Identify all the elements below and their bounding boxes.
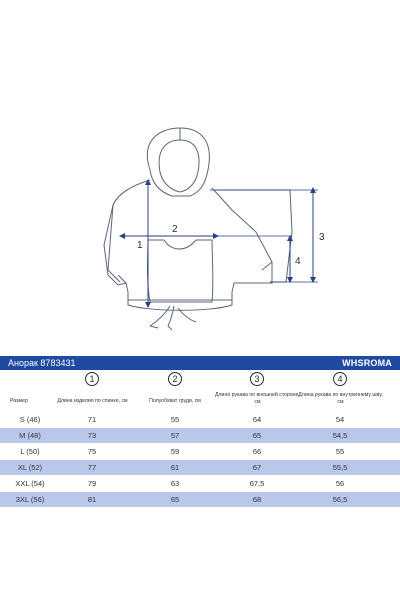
column-number-4: 4 — [333, 372, 347, 386]
cell-half-chest: 59 — [170, 447, 180, 456]
cell-sleeve-inner: 55,5 — [332, 463, 348, 472]
cell-half-chest: 57 — [170, 431, 180, 440]
cell-half-chest: 61 — [170, 463, 180, 472]
hood-outline — [147, 128, 209, 196]
cell-back-length: 81 — [87, 495, 97, 504]
brand-name: WHSROMA — [342, 358, 392, 368]
cell-size: L (50) — [20, 447, 40, 456]
cell-sleeve-inner: 55 — [335, 447, 345, 456]
cell-half-chest: 63 — [170, 479, 180, 488]
measure-1-label: 1 — [137, 240, 143, 251]
column-number-2: 2 — [168, 372, 182, 386]
measure-2-label: 2 — [172, 224, 178, 235]
cell-sleeve-outer: 65 — [252, 431, 262, 440]
header-sleeve-inner: Длина рукава по внутреннему шву, см — [298, 392, 383, 405]
drawcord — [150, 306, 196, 326]
cell-size: XXL (54) — [15, 479, 45, 488]
column-number-1: 1 — [85, 372, 99, 386]
table-row — [0, 476, 400, 491]
cell-size: M (48) — [19, 431, 41, 440]
cell-sleeve-inner: 56,5 — [332, 495, 348, 504]
cell-sleeve-outer: 68 — [252, 495, 262, 504]
cell-back-length: 71 — [87, 415, 97, 424]
header-size: Размер — [10, 398, 28, 404]
cell-back-length: 77 — [87, 463, 97, 472]
cell-sleeve-outer: 66 — [252, 447, 262, 456]
cell-sleeve-inner: 54 — [335, 415, 345, 424]
table-row — [0, 444, 400, 459]
product-title: Анорак 8783431 — [8, 358, 76, 368]
kangaroo-pocket — [148, 240, 213, 302]
cell-half-chest: 55 — [170, 415, 180, 424]
header-half-chest: Полуобхват груди, см — [149, 398, 201, 404]
table-row — [0, 412, 400, 427]
header-back-length: Длина изделия по спинке, см — [57, 398, 128, 404]
cell-back-length: 73 — [87, 431, 97, 440]
table-row — [0, 492, 400, 507]
product-banner — [0, 356, 400, 370]
hood-inner — [159, 140, 199, 192]
cell-sleeve-outer: 67 — [252, 463, 262, 472]
body-outline — [104, 180, 272, 310]
cell-sleeve-outer: 64 — [252, 415, 262, 424]
cell-size: S (46) — [19, 415, 41, 424]
measure-3-label: 3 — [319, 232, 325, 243]
table-row — [0, 428, 400, 443]
column-number-3: 3 — [250, 372, 264, 386]
measure-4-label: 4 — [295, 256, 301, 267]
cell-sleeve-outer: 67,5 — [249, 479, 265, 488]
header-sleeve-outer: Длина рукава по внешней стороне, см — [215, 392, 300, 405]
cell-back-length: 75 — [87, 447, 97, 456]
cell-half-chest: 65 — [170, 495, 180, 504]
cell-size: 3XL (56) — [15, 495, 45, 504]
cell-sleeve-inner: 56 — [335, 479, 345, 488]
cell-back-length: 79 — [87, 479, 97, 488]
table-row — [0, 460, 400, 475]
cell-size: XL (52) — [17, 463, 43, 472]
cell-sleeve-inner: 54,5 — [332, 431, 348, 440]
